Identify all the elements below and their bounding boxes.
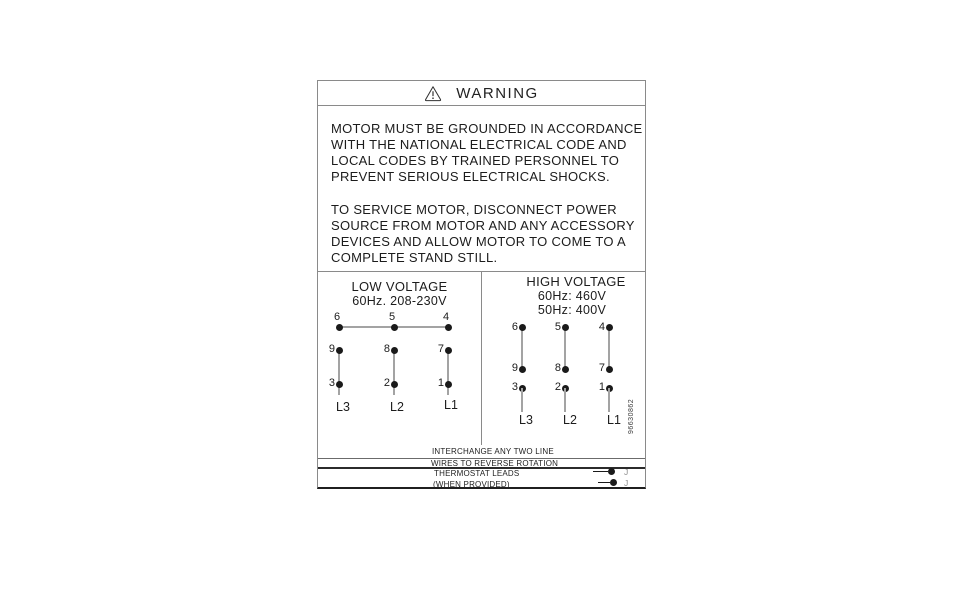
- terminal-number: 2: [383, 377, 390, 389]
- warning-header: [318, 81, 645, 106]
- line-label: L3: [519, 413, 533, 427]
- terminal-number: 4: [598, 321, 605, 333]
- terminal-number: 7: [598, 362, 605, 374]
- winding-line: [521, 327, 523, 369]
- terminal-dot: [445, 324, 452, 331]
- winding-line: [608, 327, 610, 369]
- low-voltage-subtitle: 60Hz. 208-230V: [352, 294, 447, 308]
- terminal-number: 8: [383, 343, 390, 355]
- warning-text-line: LOCAL CODES BY TRAINED PERSONNEL TO: [331, 153, 620, 168]
- thermostat-lead-wire: [598, 482, 610, 484]
- terminal-dot: [519, 366, 526, 373]
- line-label: L3: [336, 400, 350, 414]
- low-voltage-section: [318, 272, 482, 445]
- grounding-warning-paragraph: [331, 121, 643, 185]
- reverse-rotation-note-line2: WIRES TO REVERSE ROTATION: [431, 458, 559, 468]
- warning-text-line: SOURCE FROM MOTOR AND ANY ACCESSORY: [331, 218, 635, 233]
- winding-line: [338, 350, 340, 395]
- warning-text-line: DEVICES AND ALLOW MOTOR TO COME TO A: [331, 234, 626, 249]
- terminal-dot: [445, 381, 452, 388]
- terminal-dot: [562, 366, 569, 373]
- terminal-number: 5: [554, 321, 561, 333]
- warning-title: WARNING: [456, 84, 539, 102]
- warning-text-line: WITH THE NATIONAL ELECTRICAL CODE AND: [331, 137, 627, 152]
- reverse-rotation-note-line1: INTERCHANGE ANY TWO LINE: [432, 447, 554, 456]
- part-number: 96630862: [628, 398, 635, 434]
- lead-line: [608, 388, 610, 412]
- thermostat-lead-wire: [593, 471, 608, 473]
- thermostat-lead-dot: [610, 479, 617, 486]
- thermostat-note-line1: THERMOSTAT LEADS: [434, 469, 520, 478]
- terminal-dot: [336, 324, 343, 331]
- terminal-dot: [391, 347, 398, 354]
- high-voltage-title: HIGH VOLTAGE: [526, 274, 626, 289]
- terminal-dot: [519, 324, 526, 331]
- terminal-number: 6: [333, 311, 341, 323]
- thermostat-lead-dot: [608, 468, 615, 475]
- terminal-dot: [606, 324, 613, 331]
- thermostat-lead-label: J: [624, 478, 629, 488]
- terminal-number: 9: [511, 362, 518, 374]
- terminal-number: 5: [388, 311, 396, 323]
- thermostat-lead-label: J: [624, 467, 629, 477]
- line-label: L2: [390, 400, 404, 414]
- terminal-number: 1: [437, 377, 444, 389]
- warning-triangle-icon: [424, 85, 442, 102]
- terminal-number: 1: [598, 381, 605, 393]
- service-warning-paragraph: [331, 202, 635, 266]
- lead-line: [521, 388, 523, 412]
- high-voltage-subtitle-60hz: 60Hz: 460V: [537, 289, 607, 303]
- terminal-dot: [562, 324, 569, 331]
- terminal-number: 3: [328, 377, 335, 389]
- terminal-number: 8: [554, 362, 561, 374]
- warning-text-line: TO SERVICE MOTOR, DISCONNECT POWER: [331, 202, 617, 217]
- winding-line: [393, 350, 395, 395]
- warning-text-line: PREVENT SERIOUS ELECTRICAL SHOCKS.: [331, 169, 610, 184]
- low-voltage-title: LOW VOLTAGE: [351, 279, 448, 294]
- terminal-dot: [606, 366, 613, 373]
- terminal-dot: [391, 324, 398, 331]
- terminal-number: 3: [511, 381, 518, 393]
- high-voltage-subtitle-50hz: 50Hz: 400V: [537, 303, 607, 317]
- lead-line: [564, 388, 566, 412]
- thermostat-note-line2: (WHEN PROVIDED): [433, 480, 510, 489]
- motor-warning-label: [317, 80, 646, 489]
- winding-line: [564, 327, 566, 369]
- terminal-number: 4: [442, 311, 450, 323]
- terminal-number: 7: [437, 343, 444, 355]
- terminal-dot: [391, 381, 398, 388]
- warning-text-line: MOTOR MUST BE GROUNDED IN ACCORDANCE: [331, 121, 643, 136]
- terminal-dot: [336, 381, 343, 388]
- high-voltage-section: [482, 272, 646, 445]
- line-label: L2: [563, 413, 577, 427]
- winding-line: [447, 350, 449, 395]
- line-label: L1: [607, 413, 621, 427]
- terminal-dot: [336, 347, 343, 354]
- line-label: L1: [444, 398, 458, 412]
- warning-text-line: COMPLETE STAND STILL.: [331, 250, 498, 265]
- terminal-number: 9: [328, 343, 335, 355]
- wiring-diagrams-row: [318, 271, 645, 445]
- terminal-dot: [445, 347, 452, 354]
- terminal-number: 2: [554, 381, 561, 393]
- terminal-number: 6: [511, 321, 518, 333]
